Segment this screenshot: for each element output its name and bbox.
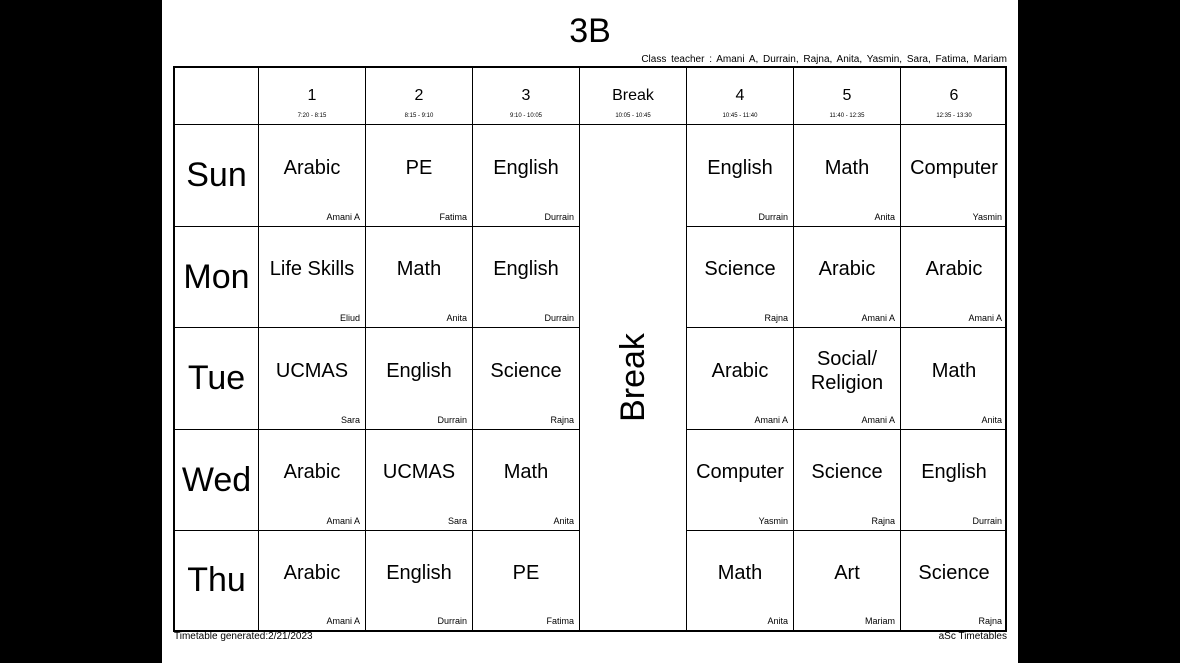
period-time: 11:40 - 12:35 (829, 113, 865, 119)
lesson-cell (901, 125, 1007, 227)
day-label-sun: Sun (175, 125, 259, 227)
class-title: 3B (569, 12, 611, 50)
lesson-cell (473, 531, 580, 630)
break-label: Break (613, 333, 652, 422)
lesson-teacher: Amani A (861, 313, 895, 323)
lesson-cell (473, 125, 580, 227)
lesson-teacher: Amani A (861, 415, 895, 425)
lesson-cell (366, 430, 473, 531)
lesson-subject: Arabic (925, 258, 983, 280)
lesson-cell (259, 328, 366, 430)
lesson-cell (794, 328, 901, 430)
lesson-subject: Arabic (283, 156, 341, 179)
period-header-4 (687, 68, 794, 125)
period-time: 10:05 - 10:45 (615, 113, 651, 119)
day-label-thu: Thu (175, 531, 259, 630)
period-header-3 (473, 68, 580, 125)
day-label-wed: Wed (175, 430, 259, 531)
lesson-teacher: Rajna (978, 616, 1002, 626)
lesson-subject: Art (834, 561, 860, 584)
corner-cell (175, 68, 259, 125)
lesson-subject: Arabic (818, 258, 876, 280)
lesson-cell (687, 531, 794, 630)
lesson-teacher: Yasmin (758, 516, 788, 526)
lesson-teacher: Amani A (326, 516, 360, 526)
class-teacher-label: Class teacher : (641, 54, 713, 65)
lesson-subject: Math (824, 156, 870, 179)
lesson-subject: Arabic (283, 461, 341, 483)
period-number: 2 (414, 87, 424, 104)
lesson-cell (901, 328, 1007, 430)
lesson-teacher: Anita (874, 212, 895, 222)
lesson-cell (366, 125, 473, 227)
lesson-subject: Computer (696, 461, 784, 483)
lesson-subject: Science (704, 258, 776, 280)
break-column (580, 125, 687, 630)
lesson-subject: Science (918, 561, 990, 584)
day-label-mon: Mon (175, 227, 259, 328)
period-header-1 (259, 68, 366, 125)
period-time: 12:35 - 13:30 (936, 113, 972, 119)
lesson-subject: Science (490, 359, 562, 382)
period-number: 1 (307, 87, 317, 104)
lesson-cell (473, 430, 580, 531)
lesson-teacher: Anita (767, 616, 788, 626)
lesson-subject: English (386, 359, 452, 382)
lesson-teacher: Anita (446, 313, 467, 323)
lesson-subject: Math (717, 561, 763, 584)
lesson-cell (473, 328, 580, 430)
generated-date: Timetable generated:2/21/2023 (174, 631, 313, 642)
lesson-teacher: Rajna (871, 516, 895, 526)
lesson-teacher: Mariam (864, 616, 895, 626)
lesson-teacher: Amani A (754, 415, 788, 425)
class-teacher-names: Amani A, Durrain, Rajna, Anita, Yasmin, Sara, Fatima, Mariam (716, 54, 1007, 65)
period-header-break (580, 68, 687, 125)
lesson-cell (259, 227, 366, 328)
lesson-teacher: Eliud (339, 313, 360, 323)
lesson-cell (794, 430, 901, 531)
lesson-subject: Math (503, 461, 549, 483)
lesson-teacher: Sara (447, 516, 467, 526)
lesson-cell (687, 430, 794, 531)
lesson-subject: English (707, 156, 773, 179)
lesson-subject: Math (931, 359, 977, 382)
lesson-cell (794, 125, 901, 227)
lesson-teacher: Yasmin (972, 212, 1002, 222)
period-number: 5 (842, 87, 852, 104)
lesson-subject: English (493, 258, 559, 280)
lesson-cell (259, 125, 366, 227)
lesson-subject: English (493, 156, 559, 179)
lesson-teacher: Amani A (968, 313, 1002, 323)
period-header-2 (366, 68, 473, 125)
lesson-subject: Math (396, 258, 442, 280)
lesson-subject: Computer (910, 156, 998, 179)
lesson-subject: English (386, 561, 452, 584)
lesson-cell (687, 125, 794, 227)
period-number: 3 (521, 87, 531, 104)
lesson-subject: UCMAS (382, 461, 456, 483)
lesson-teacher: Durrain (437, 616, 467, 626)
lesson-subject: PE (405, 156, 433, 179)
period-header-5 (794, 68, 901, 125)
lesson-cell (794, 531, 901, 630)
lesson-cell (901, 227, 1007, 328)
period-time: 7:20 - 8:15 (297, 113, 327, 119)
lesson-cell (473, 227, 580, 328)
lesson-subject: PE (512, 561, 540, 584)
lesson-cell (901, 430, 1007, 531)
lesson-cell (794, 227, 901, 328)
timetable-page (162, 0, 1018, 663)
lesson-teacher: Durrain (758, 212, 788, 222)
period-number: 4 (735, 87, 745, 104)
lesson-cell (901, 531, 1007, 630)
lesson-cell (366, 531, 473, 630)
class-teachers-line (641, 54, 1007, 65)
lesson-subject: Arabic (283, 561, 341, 584)
lesson-teacher: Durrain (437, 415, 467, 425)
lesson-teacher: Amani A (326, 616, 360, 626)
lesson-teacher: Amani A (326, 212, 360, 222)
period-header-6 (901, 68, 1007, 125)
period-number: 6 (949, 87, 959, 104)
brand-label: aSc Timetables (938, 631, 1007, 642)
period-number: Break (612, 87, 654, 104)
lesson-cell (687, 328, 794, 430)
lesson-teacher: Durrain (544, 212, 574, 222)
lesson-teacher: Fatima (546, 616, 574, 626)
lesson-teacher: Durrain (972, 516, 1002, 526)
lesson-cell (366, 227, 473, 328)
lesson-teacher: Rajna (764, 313, 788, 323)
timetable-grid (173, 66, 1007, 632)
lesson-subject: English (921, 461, 987, 483)
period-time: 8:15 - 9:10 (404, 113, 434, 119)
lesson-subject: UCMAS (275, 359, 349, 382)
lesson-teacher: Sara (340, 415, 360, 425)
lesson-subject: Science (811, 461, 883, 483)
lesson-teacher: Fatima (439, 212, 467, 222)
lesson-teacher: Anita (981, 415, 1002, 425)
lesson-subject: Life Skills (269, 258, 355, 280)
lesson-cell (366, 328, 473, 430)
lesson-cell (259, 531, 366, 630)
lesson-teacher: Durrain (544, 313, 574, 323)
lesson-teacher: Anita (553, 516, 574, 526)
lesson-cell (687, 227, 794, 328)
day-label-tue: Tue (175, 328, 259, 430)
lesson-subject: Social/ Religion (810, 347, 884, 394)
period-time: 9:10 - 10:05 (509, 113, 543, 119)
lesson-cell (259, 430, 366, 531)
period-time: 10:45 - 11:40 (722, 113, 758, 119)
lesson-subject: Arabic (711, 359, 769, 382)
lesson-teacher: Rajna (550, 415, 574, 425)
